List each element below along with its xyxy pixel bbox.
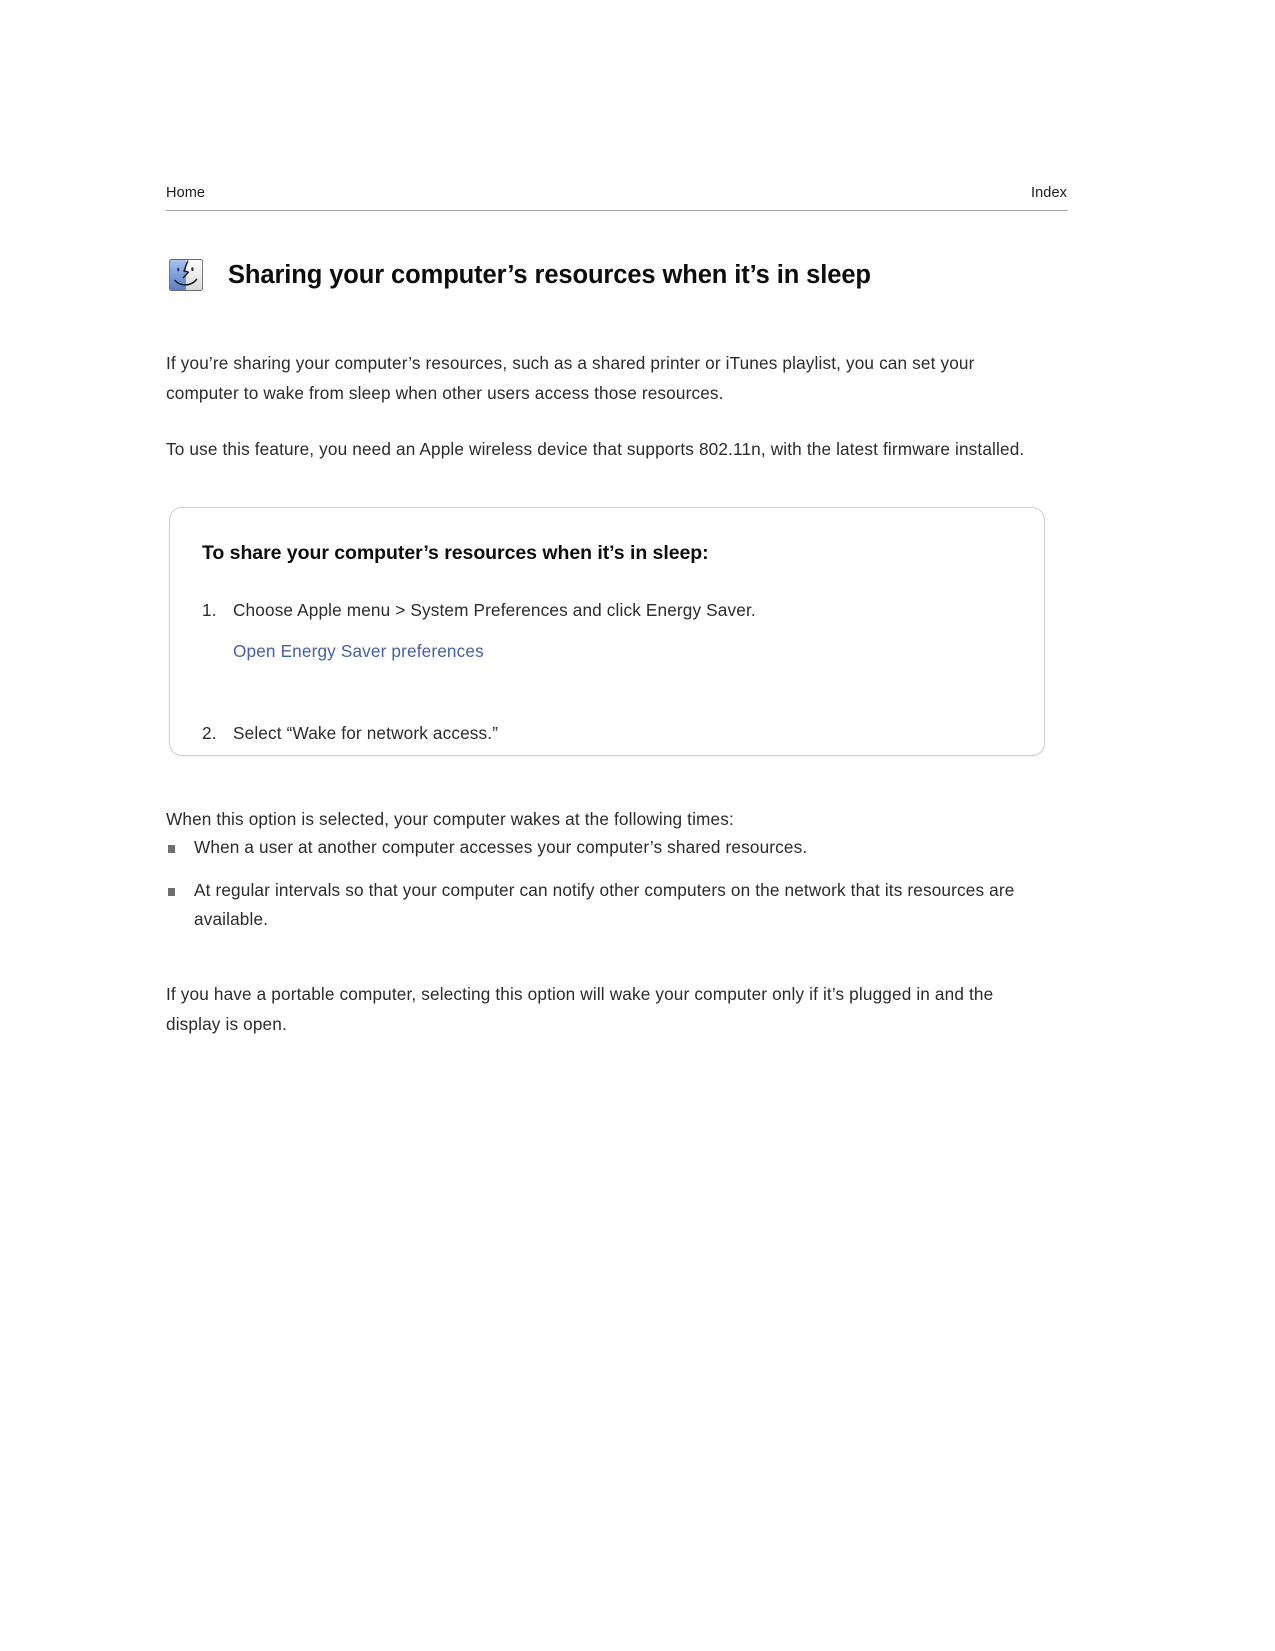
list-item xyxy=(168,876,1044,935)
square-bullet-icon xyxy=(168,888,175,896)
page-title-row xyxy=(166,255,1068,295)
wake-times-list xyxy=(168,833,1058,935)
help-navigation-bar xyxy=(166,183,1068,211)
nav-link-index[interactable]: Index xyxy=(1031,185,1067,201)
task-step-list xyxy=(202,596,1002,748)
details-lead-in: When this option is selected, your computer wakes at the following times: xyxy=(166,809,734,830)
task-step-1 xyxy=(202,596,1002,625)
page-title: Sharing your computer’s resources when it’s in sleep xyxy=(228,261,871,289)
closing-paragraph: If you have a portable computer, selecting this option will wake your computer only if it’s plugged in and the display is open. xyxy=(166,984,994,1034)
task-callout-box xyxy=(169,507,1045,756)
list-item xyxy=(168,833,1058,863)
task-step-1-text: Choose Apple menu > System Preferences and click Energy Saver. xyxy=(233,600,756,620)
open-energy-saver-preferences-link[interactable]: Open Energy Saver preferences xyxy=(233,641,484,661)
task-step-1-number: 1. xyxy=(202,600,217,620)
finder-icon xyxy=(166,255,206,295)
nav-link-home[interactable]: Home xyxy=(166,185,206,201)
task-step-2 xyxy=(202,719,1002,748)
list-item-text: At regular intervals so that your computer can notify other computers on the network that its resources are available. xyxy=(194,879,1015,929)
task-box-title: To share your computer’s resources when it’s in sleep: xyxy=(202,542,709,564)
intro-paragraph-1: If you’re sharing your computer’s resources, such as a shared printer or iTunes playlist, you can set your computer to wake from sleep when other users access those resources. xyxy=(166,353,975,403)
intro-paragraph-2: To use this feature, you need an Apple wireless device that supports 802.11n, with the latest firmware installed. xyxy=(166,439,1025,460)
list-item-text: When a user at another computer accesses your computer’s shared resources. xyxy=(194,837,808,857)
task-step-2-text: Select “Wake for network access.” xyxy=(233,723,499,743)
square-bullet-icon xyxy=(168,845,175,853)
task-step-2-number: 2. xyxy=(202,723,217,743)
